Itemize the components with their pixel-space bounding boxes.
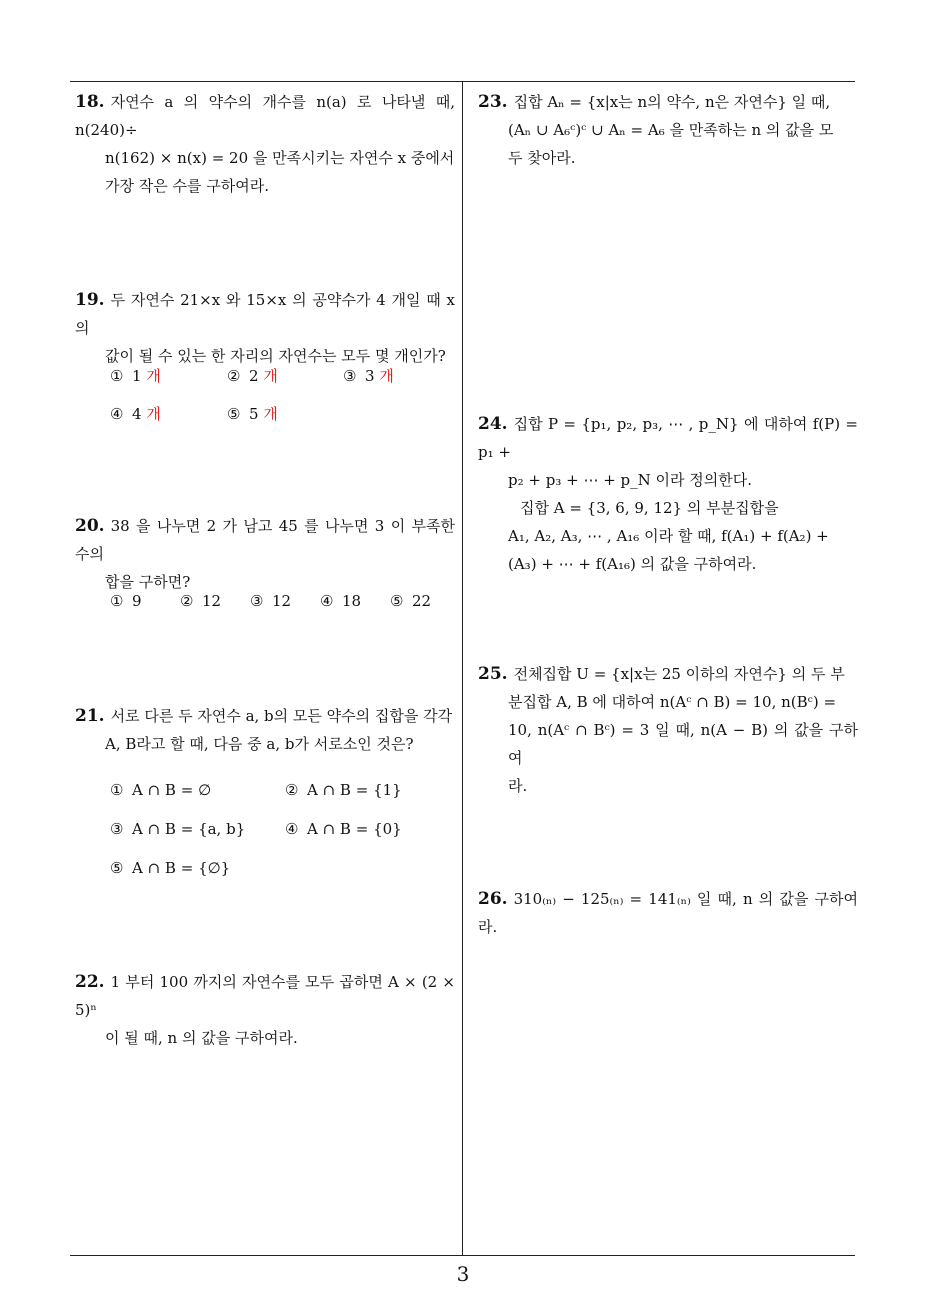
problem-number: 21. xyxy=(75,706,105,726)
problem-23 xyxy=(478,88,858,172)
choice-value: 5 xyxy=(249,405,259,423)
choice-value: 22 xyxy=(412,592,432,610)
choice-value: A ∩ B = {0} xyxy=(307,820,402,838)
problem-text-line: 1 부터 100 까지의 자연수를 모두 곱하면 A × (2 × 5)ⁿ xyxy=(75,973,455,1019)
problem-18 xyxy=(75,88,455,200)
problem-number: 26. xyxy=(478,889,508,909)
problem-number: 23. xyxy=(478,92,508,112)
choice-2[interactable] xyxy=(285,781,402,799)
choice-marker: ① xyxy=(110,367,124,385)
choice-4[interactable] xyxy=(285,820,402,838)
bottom-rule xyxy=(70,1255,855,1256)
problem-text-line: 집합 A = {3, 6, 9, 12} 의 부분집합을 xyxy=(520,499,779,517)
problem-19-stem xyxy=(75,286,455,370)
problem-19 xyxy=(75,286,455,370)
problem-text-line: 라. xyxy=(508,777,528,795)
problem-text-line: 310₍ₙ₎ − 125₍ₙ₎ = 141₍ₙ₎ 일 때, n 의 값을 구하여라. xyxy=(478,890,858,936)
choice-2[interactable] xyxy=(227,365,278,386)
choice-marker: ② xyxy=(285,781,299,799)
problem-18-stem xyxy=(75,88,455,200)
choice-marker: ④ xyxy=(285,820,299,838)
problem-text-line: 집합 Aₙ = {x|x는 n의 약수, n은 자연수} 일 때, xyxy=(513,93,831,111)
problem-22 xyxy=(75,968,455,1052)
problem-text-line: 전체집합 U = {x|x는 25 이하의 자연수} 의 두 부 xyxy=(513,665,845,683)
problem-text-line: 분집합 A, B 에 대하여 n(Aᶜ ∩ B) = 10, n(Bᶜ) = xyxy=(508,693,837,711)
problem-20-choices xyxy=(110,592,450,616)
problem-22-stem xyxy=(75,968,455,1052)
problem-25-stem xyxy=(478,660,858,800)
choice-value: 1 xyxy=(132,367,142,385)
problem-text-line: (A₃) + ⋯ + f(A₁₆) 의 값을 구하여라. xyxy=(508,555,757,573)
problem-26-stem xyxy=(478,885,858,941)
choice-value: A ∩ B = {1} xyxy=(307,781,402,799)
choice-5[interactable] xyxy=(390,592,431,610)
problem-text-line: 38 을 나누면 2 가 남고 45 를 나누면 3 이 부족한 수의 xyxy=(75,517,455,563)
problem-text-line: 값이 될 수 있는 한 자리의 자연수는 모두 몇 개인가? xyxy=(105,347,446,365)
choice-value: 12 xyxy=(202,592,222,610)
problem-19-choices xyxy=(110,365,450,425)
choice-marker: ③ xyxy=(343,367,357,385)
problem-text-line: 자연수 a 의 약수의 개수를 n(a) 로 나타낼 때, n(240)÷ xyxy=(75,93,455,139)
choice-marker: ④ xyxy=(320,592,334,610)
choice-1[interactable] xyxy=(110,365,161,386)
choice-marker: ② xyxy=(227,367,241,385)
choice-value: 9 xyxy=(132,592,142,610)
choice-marker: ① xyxy=(110,592,124,610)
choice-value: 3 xyxy=(365,367,375,385)
problem-text-line: 두 찾아라. xyxy=(508,149,576,167)
column-divider xyxy=(462,81,463,1256)
problem-text-line: 집합 P = {p₁, p₂, p₃, ⋯ , p_N} 에 대하여 f(P) = p₁ + xyxy=(478,415,858,461)
choice-value: A ∩ B = {∅} xyxy=(132,859,231,877)
problem-24-stem xyxy=(478,410,858,578)
choice-value: 4 xyxy=(132,405,142,423)
problem-text-line: 두 자연수 21×x 와 15×x 의 공약수가 4 개일 때 x 의 xyxy=(75,291,455,337)
choice-4[interactable] xyxy=(320,592,361,610)
choice-marker: ⑤ xyxy=(227,405,241,423)
choice-marker: ② xyxy=(180,592,194,610)
problem-24 xyxy=(478,410,858,578)
choice-3[interactable] xyxy=(110,820,245,838)
choice-3[interactable] xyxy=(250,592,291,610)
choice-value: A ∩ B = {a, b} xyxy=(132,820,246,838)
page-number: 3 xyxy=(456,1262,470,1286)
problem-text-line: 이 될 때, n 의 값을 구하여라. xyxy=(105,1029,298,1047)
problem-number: 18. xyxy=(75,92,105,112)
problem-text-line: A₁, A₂, A₃, ⋯ , A₁₆ 이라 할 때, f(A₁) + f(A₂) + xyxy=(508,527,829,545)
problem-number: 24. xyxy=(478,414,508,434)
problem-text-line: p₂ + p₃ + ⋯ + p_N 이라 정의한다. xyxy=(508,471,753,489)
problem-21 xyxy=(75,702,455,758)
choice-value: 18 xyxy=(342,592,362,610)
choice-2[interactable] xyxy=(180,592,221,610)
choice-marker: ① xyxy=(110,781,124,799)
choice-unit: 개 xyxy=(263,367,278,385)
problem-25 xyxy=(478,660,858,800)
problem-21-stem xyxy=(75,702,455,758)
problem-number: 25. xyxy=(478,664,508,684)
choice-unit: 개 xyxy=(146,367,161,385)
problem-text-line: n(162) × n(x) = 20 을 만족시키는 자연수 x 중에서 xyxy=(105,149,455,167)
problem-number: 22. xyxy=(75,972,105,992)
problem-text-line: 가장 작은 수를 구하여라. xyxy=(105,177,269,195)
choice-4[interactable] xyxy=(110,403,161,424)
choice-value: A ∩ B = ∅ xyxy=(132,781,212,799)
problem-text-line: 서로 다른 두 자연수 a, b의 모든 약수의 집합을 각각 xyxy=(110,707,453,725)
problem-number: 19. xyxy=(75,290,105,310)
problem-text-line: A, B라고 할 때, 다음 중 a, b가 서로소인 것은? xyxy=(105,735,414,753)
problem-20 xyxy=(75,512,455,596)
choice-unit: 개 xyxy=(379,367,394,385)
problem-number: 20. xyxy=(75,516,105,536)
choice-marker: ⑤ xyxy=(110,859,124,877)
problem-23-stem xyxy=(478,88,858,172)
problem-26 xyxy=(478,885,858,941)
problem-21-choices xyxy=(110,781,450,881)
choice-value: 12 xyxy=(272,592,292,610)
choice-unit: 개 xyxy=(146,405,161,423)
problem-text-line: 합을 구하면? xyxy=(105,573,191,591)
problem-text-line: (Aₙ ∪ A₆ᶜ)ᶜ ∪ Aₙ = A₆ 을 만족하는 n 의 값을 모 xyxy=(508,121,834,139)
choice-3[interactable] xyxy=(343,365,394,386)
choice-5[interactable] xyxy=(110,859,230,877)
problem-text-line: 10, n(Aᶜ ∩ Bᶜ) = 3 일 때, n(A − B) 의 값을 구하여 xyxy=(508,721,858,767)
choice-1[interactable] xyxy=(110,592,142,610)
choice-5[interactable] xyxy=(227,403,278,424)
choice-1[interactable] xyxy=(110,781,211,799)
choice-marker: ③ xyxy=(110,820,124,838)
problem-20-stem xyxy=(75,512,455,596)
choice-marker: ④ xyxy=(110,405,124,423)
choice-marker: ③ xyxy=(250,592,264,610)
choice-unit: 개 xyxy=(263,405,278,423)
choice-value: 2 xyxy=(249,367,259,385)
choice-marker: ⑤ xyxy=(390,592,404,610)
